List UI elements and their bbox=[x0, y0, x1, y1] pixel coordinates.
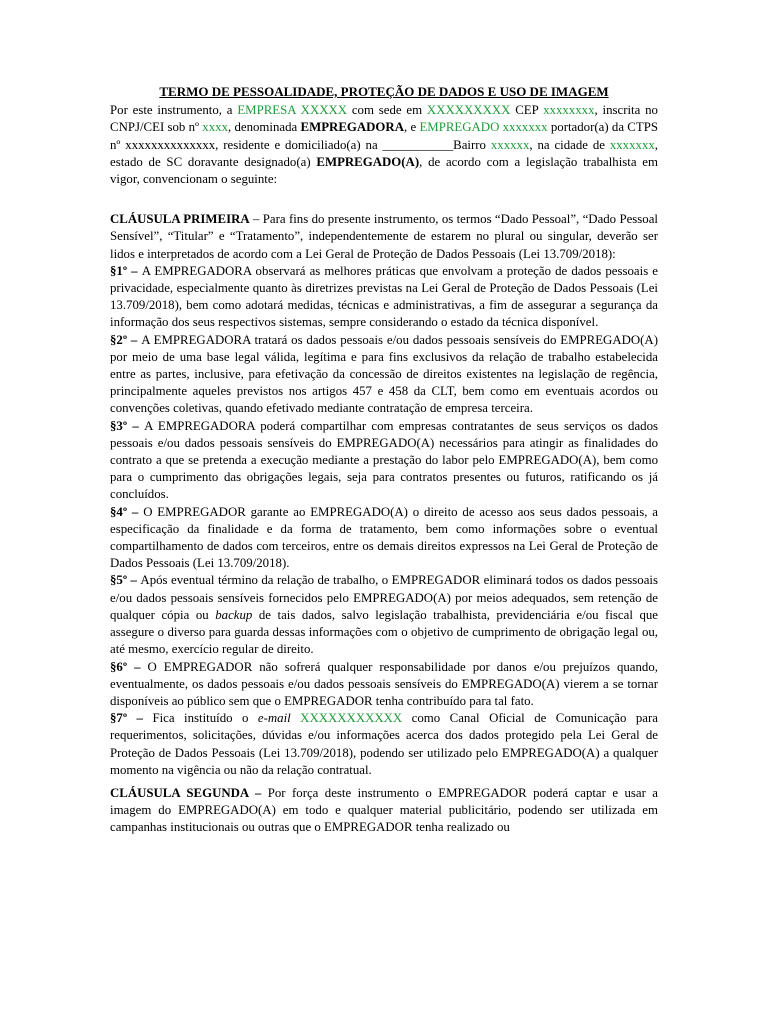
section-6-paragraph bbox=[110, 659, 658, 711]
placeholder-text: EMPREGADO xxxxxxx bbox=[419, 120, 548, 135]
text-run: de tais dados, salvo legislação trabalhista, previdenciária e/ou fiscal que assegure o diverso para guarda dessas informações com o objetivo de cumprimento de obrigação legal ou, até mesmo, exercício regular de direito. bbox=[110, 607, 658, 657]
text-run: CEP bbox=[510, 103, 544, 118]
text-run: – Para fins do presente instrumento, os termos “Dado Pessoal”, “Dado Pessoal Sensível”, “Titular” e “Tratamento”, independentemente de estarem no plural ou singular, deverão ser lidos e interpretados de acordo com a Lei Geral de Proteção de Dados Pessoais (Lei 13.709/2018): bbox=[110, 212, 658, 261]
section-5-paragraph bbox=[110, 572, 658, 658]
text-run: como Canal Oficial de Comunicação para requerimentos, solicitações, dúvidas e/ou informações acerca dos dados protegido pela Lei Geral de Proteção de Dados Pessoais (Lei 13.709/2018), podendo ser utilizado pelo EMPREGADO(A) a qualquer momento na vigência ou não da relação contratual. bbox=[110, 711, 658, 777]
document-title: TERMO DE PESSOALIDADE, PROTEÇÃO DE DADOS E USO DE IMAGEM bbox=[159, 84, 609, 99]
bold-text: §3º – bbox=[110, 418, 145, 433]
text-run: , de acordo com a legislação trabalhista em vigor, convencionam o seguinte: bbox=[110, 154, 659, 187]
text-run: Por este instrumento, a bbox=[110, 103, 238, 118]
bold-text: §6º – bbox=[110, 659, 148, 674]
text-run: Fica instituído o bbox=[152, 711, 258, 726]
section-4-paragraph bbox=[110, 504, 658, 573]
text-run: , denominada bbox=[227, 120, 301, 135]
section-2-paragraph bbox=[110, 332, 658, 418]
bold-text: §4º – bbox=[110, 504, 144, 519]
section-7-paragraph bbox=[110, 710, 658, 779]
bold-text: EMPREGADO(A) bbox=[316, 154, 420, 169]
text-run: , na cidade de bbox=[529, 137, 610, 152]
bold-text: EMPREGADORA bbox=[300, 120, 404, 135]
placeholder-text: XXXXXXXXXXX bbox=[300, 711, 403, 726]
text-run: , inscrita no CNPJ/CEI sob nº bbox=[110, 103, 658, 135]
text-run: , e bbox=[403, 120, 420, 135]
text-run: A EMPREGADORA observará as melhores práticas que envolvam a proteção de dados pessoais e privacidade, especialmente quanto às diretrizes previstas na Lei Geral de Proteção de Dados Pessoais (Lei 13.709/2018), bem como adotará medidas, técnicas e administrativas, a fim de assegurar a segurança da informação dos seus respectivos sistemas, sempre considerando o estado da técnica disponível. bbox=[110, 263, 658, 330]
italic-text: backup bbox=[215, 607, 253, 622]
text-run: Após eventual término da relação de trabalho, o EMPREGADOR eliminará todos os dados pessoais e/ou dados pessoais sensíveis fornecidos pelo EMPREGADO(A) por meios adequados, sem retenção de qualquer cópia ou bbox=[110, 573, 658, 622]
text-run: A EMPREGADORA tratará os dados pessoais e/ou dados pessoais sensíveis do EMPREGADO(A) por meio de uma base legal válida, legítima e para fins exclusivos da relação de trabalho estabelecida entre as partes, inclusive, para efetivação da concessão de direitos existentes na legislação de regência, principalmente aqueles previstos nos artigos 457 e 458 da CLT, bem como em eventuais acordos ou convenções coletivas, quando efetivado mediante contratação de empresa terceira. bbox=[110, 332, 658, 416]
text-run: O EMPREGADOR garante ao EMPREGADO(A) o direito de acesso aos seus dados pessoais, a especificação da finalidade e da forma de tratamento, bem como informações sobre o eventual compartilhamento de dados com terceiros, entre os demais direitos expressos na Lei Geral de Proteção de Dados Pessoais (Lei 13.709/2018). bbox=[110, 504, 658, 571]
placeholder-text: EMPRESA XXXXX bbox=[237, 103, 348, 118]
clause-1-paragraph bbox=[110, 211, 658, 263]
spacer bbox=[110, 188, 658, 205]
text-run: O EMPREGADOR não sofrerá qualquer responsabilidade por danos e/ou prejuízos quando, eventualmente, os dados pessoais e/ou dados pessoais sensíveis do EMPREGADO(A) vierem a se tornar disponíveis ao público sem que o EMPREGADOR tenha contribuído para tal fato. bbox=[110, 659, 658, 708]
text-run: , estado de SC doravante designado(a) bbox=[110, 137, 658, 169]
bold-text: §1º – bbox=[110, 263, 142, 278]
placeholder-text: xxxxxx bbox=[490, 137, 530, 152]
section-1-paragraph bbox=[110, 263, 658, 332]
placeholder-text: xxxx bbox=[202, 120, 228, 135]
text-run: Por força deste instrumento o EMPREGADOR poderá captar e usar a imagem do EMPREGADO(A) em todo e qualquer material publicitário, podendo ser utilizada em campanhas institucionais ou outras que o EMPREGADOR tenha realizado ou bbox=[110, 785, 658, 835]
bold-text: §2º – bbox=[110, 332, 142, 347]
bold-text: §7º – bbox=[110, 711, 153, 726]
section-3-paragraph bbox=[110, 418, 658, 504]
text-run bbox=[291, 711, 300, 725]
text-run: A EMPREGADORA poderá compartilhar com empresas contratantes de seus serviços os dados pessoais e/ou dados pessoais sensíveis do EMPREGADO(A) necessários para atingir as finalidades do contrato a que se pretenda a execução mediante a prestação do labor pelo EMPREGADO(A), bem como para o cumprimento das obrigações legais, seja para contratos presentes ou futuros, ratificando os já concluídos. bbox=[110, 418, 658, 502]
text-run: com sede em bbox=[347, 103, 427, 118]
placeholder-text: xxxxxxx bbox=[609, 137, 655, 152]
italic-text: e-mail bbox=[257, 711, 291, 726]
bold-text: §5º – bbox=[110, 573, 141, 588]
intro-paragraph bbox=[110, 102, 658, 188]
placeholder-text: XXXXXXXXX bbox=[426, 103, 511, 118]
bold-text: CLÁUSULA PRIMEIRA bbox=[110, 212, 250, 227]
document-page bbox=[110, 83, 658, 837]
text-run: portador(a) da CTPS nº xxxxxxxxxxxxxx, residente e domiciliado(a) na ___________Bairro bbox=[110, 120, 658, 152]
placeholder-text: xxxxxxxx bbox=[543, 103, 595, 118]
clause-2-paragraph bbox=[110, 785, 658, 837]
bold-text: CLÁUSULA SEGUNDA – bbox=[110, 785, 262, 800]
